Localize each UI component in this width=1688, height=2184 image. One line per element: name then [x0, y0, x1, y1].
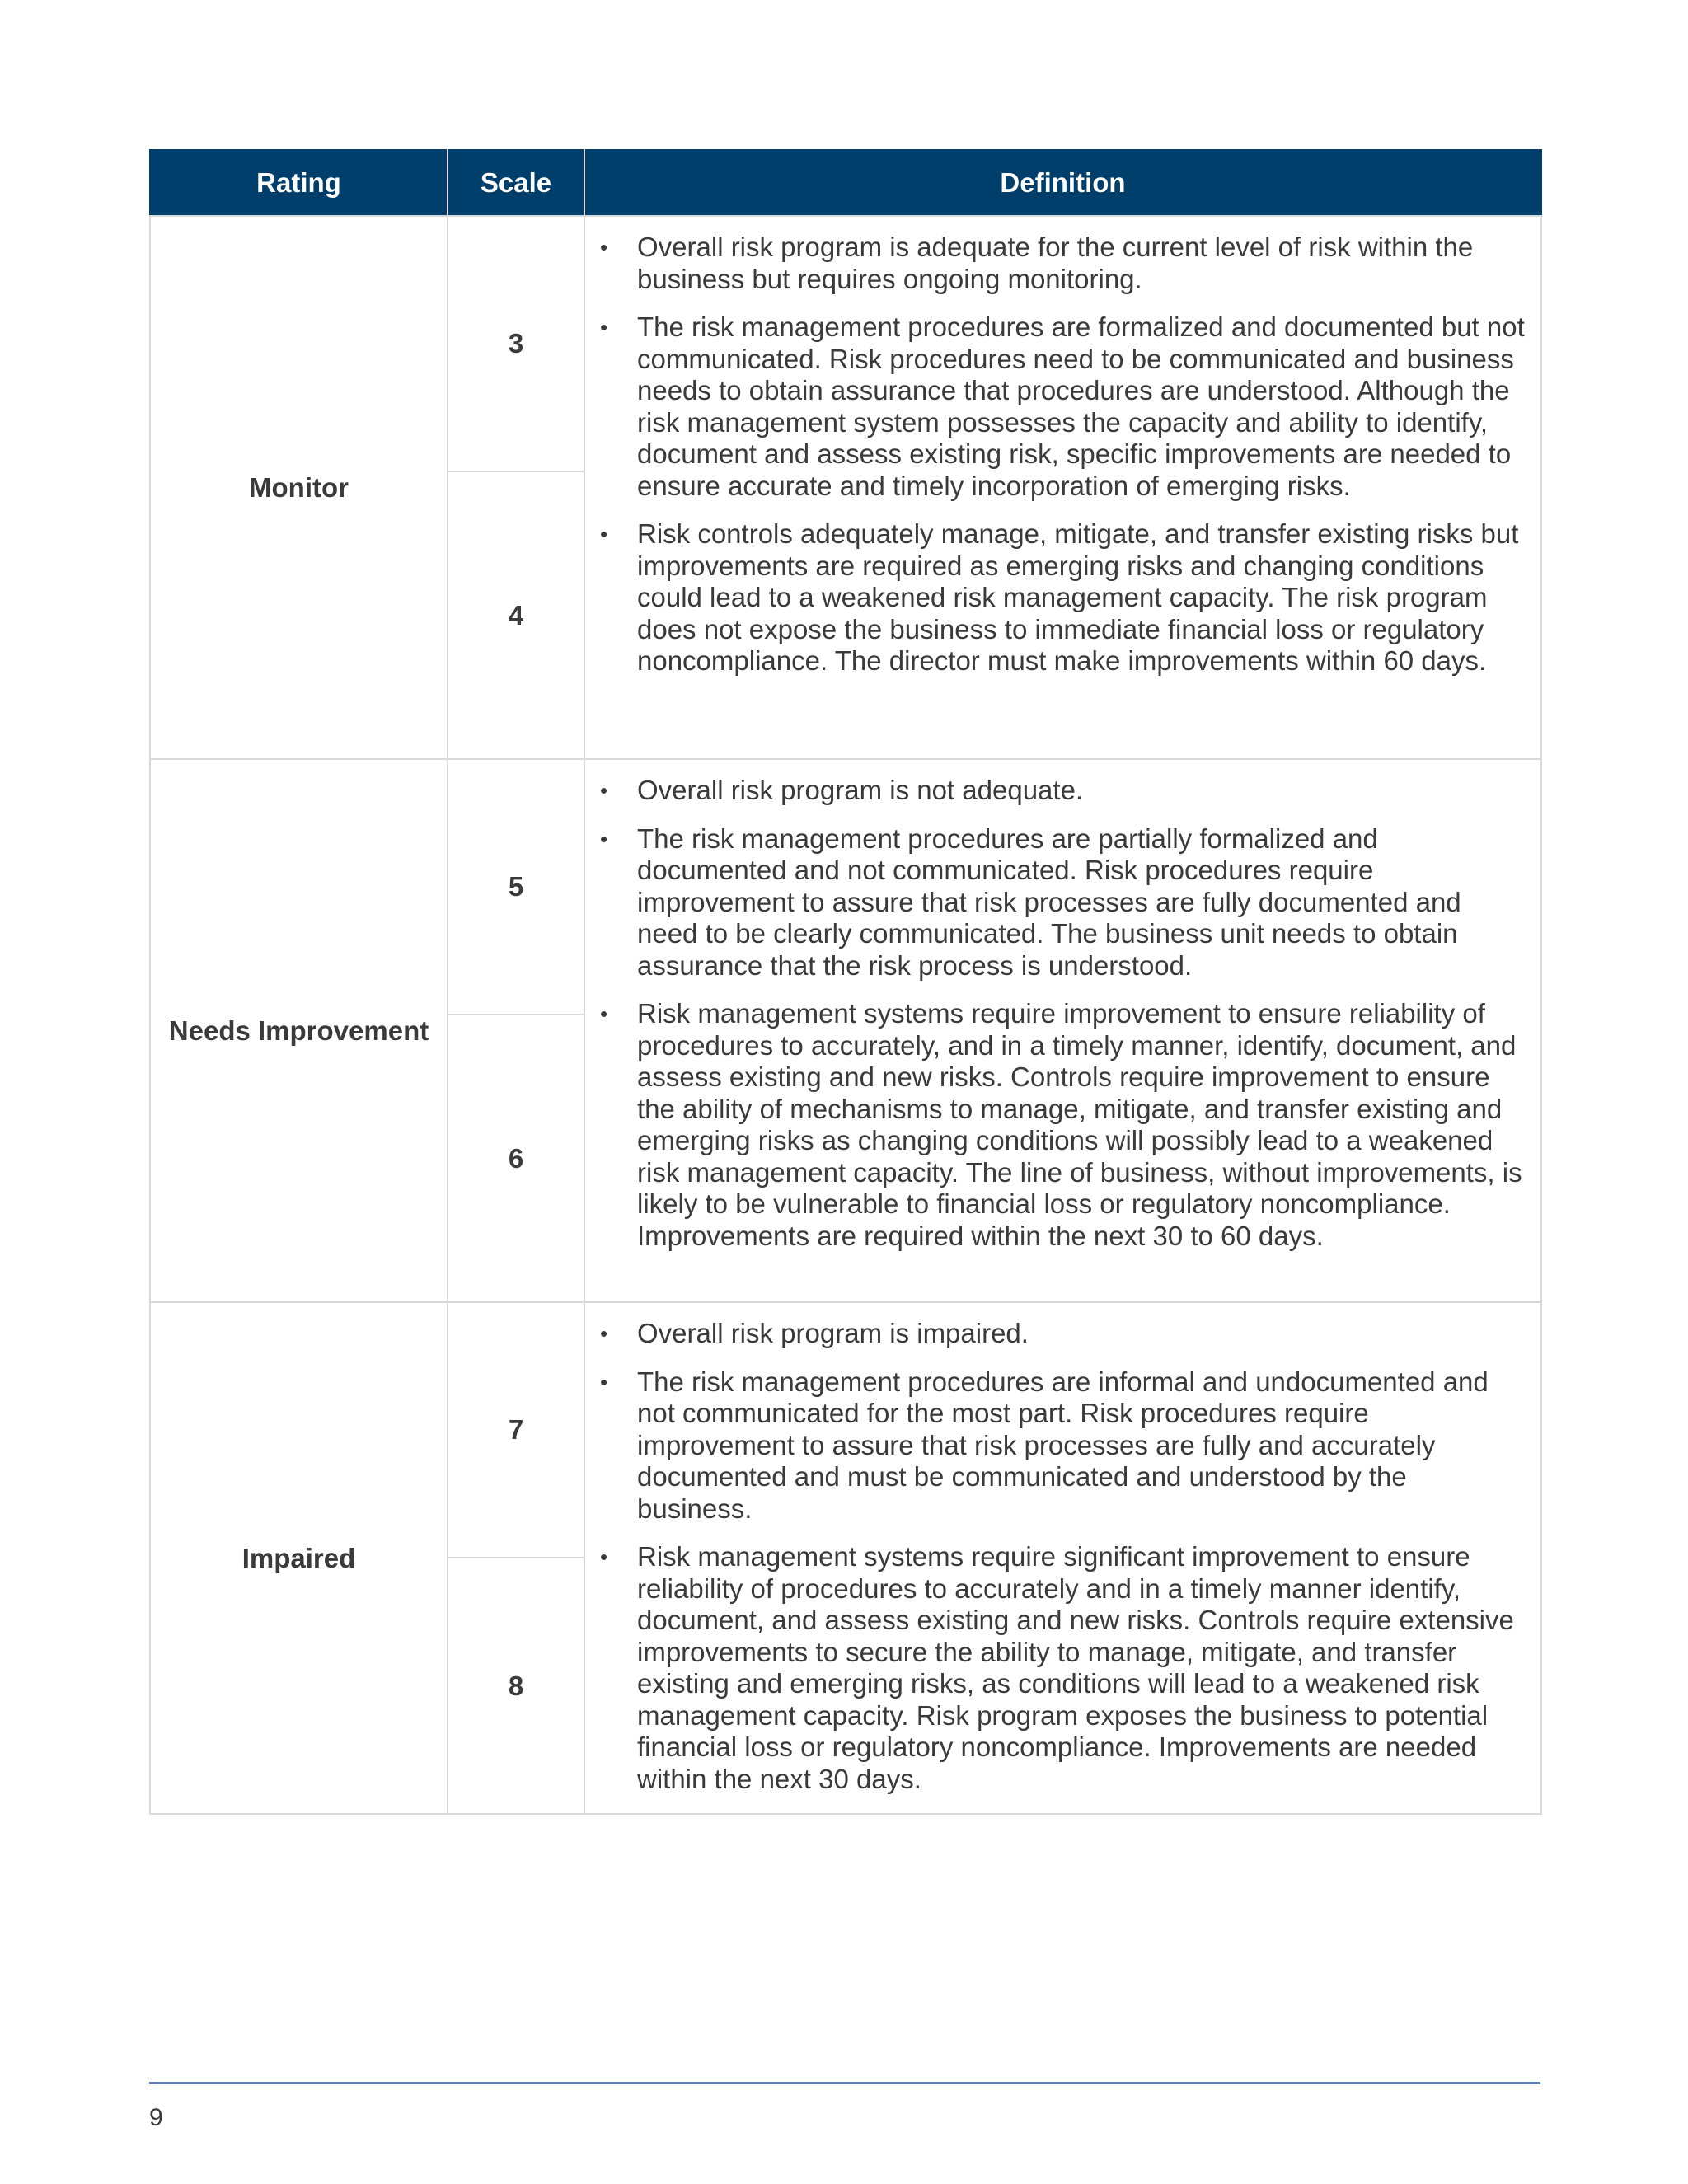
list-item	[585, 312, 1526, 502]
definition-list	[585, 1318, 1540, 1795]
rating-impaired: Impaired	[150, 1302, 448, 1814]
definition-text: Risk controls adequately manage, mitigate, and transfer existing risks but improvements are required as emerging risks and changing conditions could lead to a weakened risk management capacity. The risk program does not expose the business to immediate financial loss or regulatory noncompliance. The director must make improvements within 60 days.	[637, 518, 1519, 676]
scale-value: 4	[448, 471, 584, 759]
bullet-icon: •	[600, 522, 608, 546]
header-definition: Definition	[584, 150, 1541, 216]
list-item	[585, 1366, 1526, 1526]
scale-value: 7	[448, 1302, 584, 1558]
definition-text: Overall risk program is impaired.	[637, 1318, 1029, 1348]
scale-value: 5	[448, 759, 584, 1015]
scale-value: 8	[448, 1558, 584, 1814]
scale-value: 6	[448, 1015, 584, 1302]
scale-value: 3	[448, 216, 584, 471]
rating-needs-improvement: Needs Improvement	[150, 759, 448, 1302]
definition-cell	[584, 759, 1541, 1302]
bullet-icon: •	[600, 1544, 608, 1569]
list-item	[585, 232, 1526, 295]
table-row	[150, 759, 1541, 1015]
definition-text: Overall risk program is adequate for the current level of risk within the business but requires ongoing monitoring.	[637, 232, 1474, 294]
list-item	[585, 1541, 1526, 1795]
bullet-icon: •	[600, 826, 608, 851]
definition-text: The risk management procedures are informal and undocumented and not communicated for the most part. Risk procedures require improvement to assure that risk processes are fully and accurately documented and must be communicated and understood by the business.	[637, 1366, 1489, 1524]
definition-text: The risk management procedures are partially formalized and documented and not communicated. Risk procedures require improvement to assure that risk processes are fully documented and need to be clearly communicated. The business unit needs to obtain assurance that the risk process is understood.	[637, 823, 1461, 981]
bullet-icon: •	[600, 1321, 608, 1346]
definition-list	[585, 232, 1540, 677]
bullet-icon: •	[600, 778, 608, 803]
table-header-row	[150, 150, 1541, 216]
table-row	[150, 1302, 1541, 1558]
list-item	[585, 998, 1526, 1252]
footer-divider	[149, 2082, 1540, 2084]
table-row	[150, 216, 1541, 471]
definition-cell	[584, 1302, 1541, 1814]
bullet-icon: •	[600, 1369, 608, 1394]
definition-text: The risk management procedures are formalized and documented but not communicated. Risk procedures need to be communicated and business needs to obtain assurance that procedures are understood. Although the risk management system possesses the capacity and ability to identify, document and assess existing risk, specific improvements are needed to ensure accurate and timely incorporation of emerging risks.	[637, 312, 1525, 501]
list-item	[585, 1318, 1526, 1350]
definition-list	[585, 775, 1540, 1252]
list-item	[585, 823, 1526, 982]
risk-rating-table	[149, 149, 1542, 1815]
header-scale: Scale	[448, 150, 584, 216]
page-number: 9	[149, 2104, 163, 2131]
definition-text: Risk management systems require improvement to ensure reliability of procedures to accurately, and in a timely manner, identify, document, and assess existing and new risks. Controls require improvement to ensure the ability of mechanisms to manage, mitigate, and transfer existing and emerging risks as changing conditions will possibly lead to a weakened risk management capacity. The line of business, without improvements, is likely to be vulnerable to financial loss or regulatory noncompliance. Improvements are required within the next 30 to 60 days.	[637, 998, 1522, 1251]
bullet-icon: •	[600, 1001, 608, 1026]
list-item	[585, 518, 1526, 677]
rating-monitor: Monitor	[150, 216, 448, 759]
list-item	[585, 775, 1526, 807]
header-rating: Rating	[150, 150, 448, 216]
definition-text: Risk management systems require significant improvement to ensure reliability of procedures to accurately and in a timely manner identify, document, and assess existing and new risks. Controls require extensive improvements to secure the ability to manage, mitigate, and transfer existing and emerging risks, as conditions will lead to a weakened risk management capacity. Risk program exposes the business to potential financial loss or regulatory noncompliance. Improvements are needed within the next 30 days.	[637, 1541, 1514, 1794]
bullet-icon: •	[600, 315, 608, 340]
definition-cell	[584, 216, 1541, 759]
definition-text: Overall risk program is not adequate.	[637, 775, 1084, 805]
bullet-icon: •	[600, 235, 608, 260]
